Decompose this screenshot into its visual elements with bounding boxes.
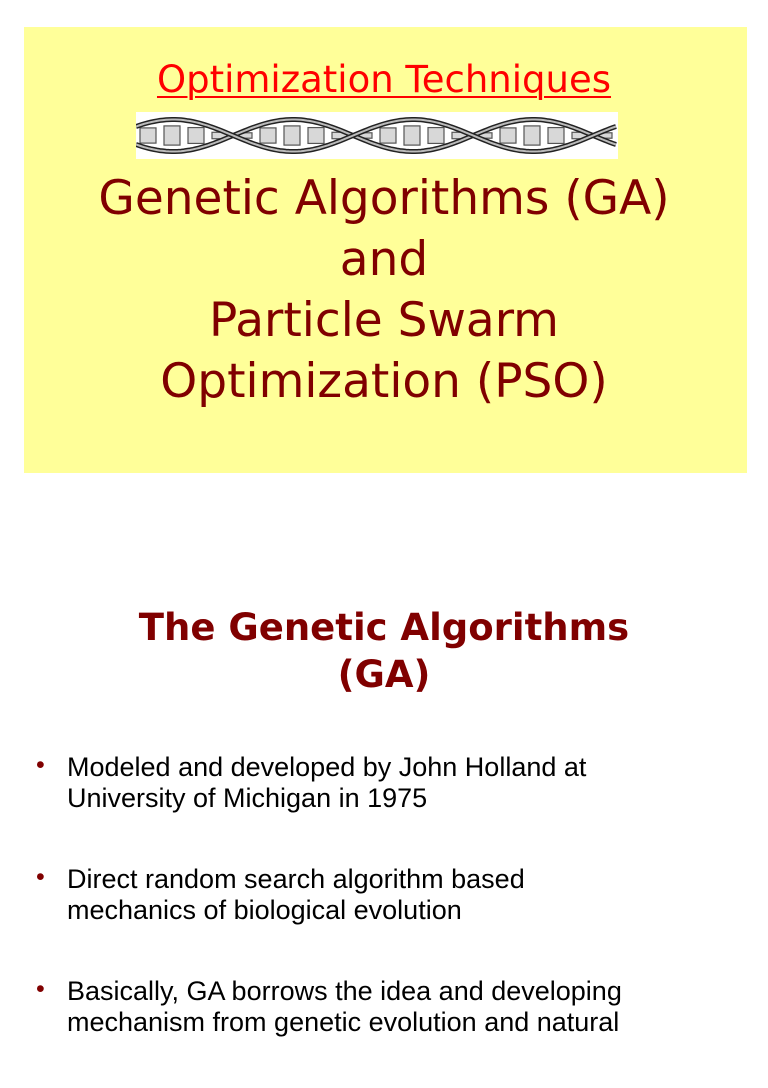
bullet-dot-icon: • (36, 751, 45, 779)
dna-helix-icon (136, 112, 618, 159)
dna-rung (500, 128, 516, 143)
dna-rung (548, 128, 564, 144)
dna-rung (140, 128, 156, 143)
slide-subtitle: Optimization Techniques (156, 58, 612, 101)
bullet-line: mechanics of biological evolution (67, 895, 462, 925)
heading-line: (GA) (337, 653, 431, 696)
dna-rung (308, 128, 324, 144)
title-line: Optimization (PSO) (160, 354, 608, 409)
bullet-item (36, 864, 756, 926)
title-line: Genetic Algorithms (GA) (98, 171, 670, 226)
bullet-item (36, 976, 756, 1038)
dna-rung (188, 128, 204, 144)
bullet-dot-icon: • (36, 975, 45, 1003)
dna-rung (428, 128, 444, 144)
bullet-item (36, 752, 756, 814)
section-heading (0, 604, 768, 698)
dna-rung (380, 128, 396, 143)
dna-rung (524, 126, 540, 145)
bullet-line: mechanism from genetic evolution and natural (67, 1007, 620, 1037)
title-line: Particle Swarm (209, 293, 559, 348)
title-line: and (339, 232, 429, 287)
dna-rung (404, 126, 420, 145)
dna-rung (164, 126, 180, 145)
slide-title (0, 168, 768, 412)
heading-line: The Genetic Algorithms (138, 606, 630, 649)
dna-helix-image (136, 112, 618, 159)
dna-rung (284, 126, 300, 145)
dna-rung (260, 128, 276, 143)
bullet-line: Modeled and developed by John Holland at (67, 752, 587, 782)
bullet-line: Direct random search algorithm based (67, 864, 525, 894)
bullet-list (36, 752, 756, 1088)
bullet-line: University of Michigan in 1975 (67, 783, 428, 813)
bullet-dot-icon: • (36, 863, 45, 891)
bullet-line: Basically, GA borrows the idea and developing (67, 976, 622, 1006)
